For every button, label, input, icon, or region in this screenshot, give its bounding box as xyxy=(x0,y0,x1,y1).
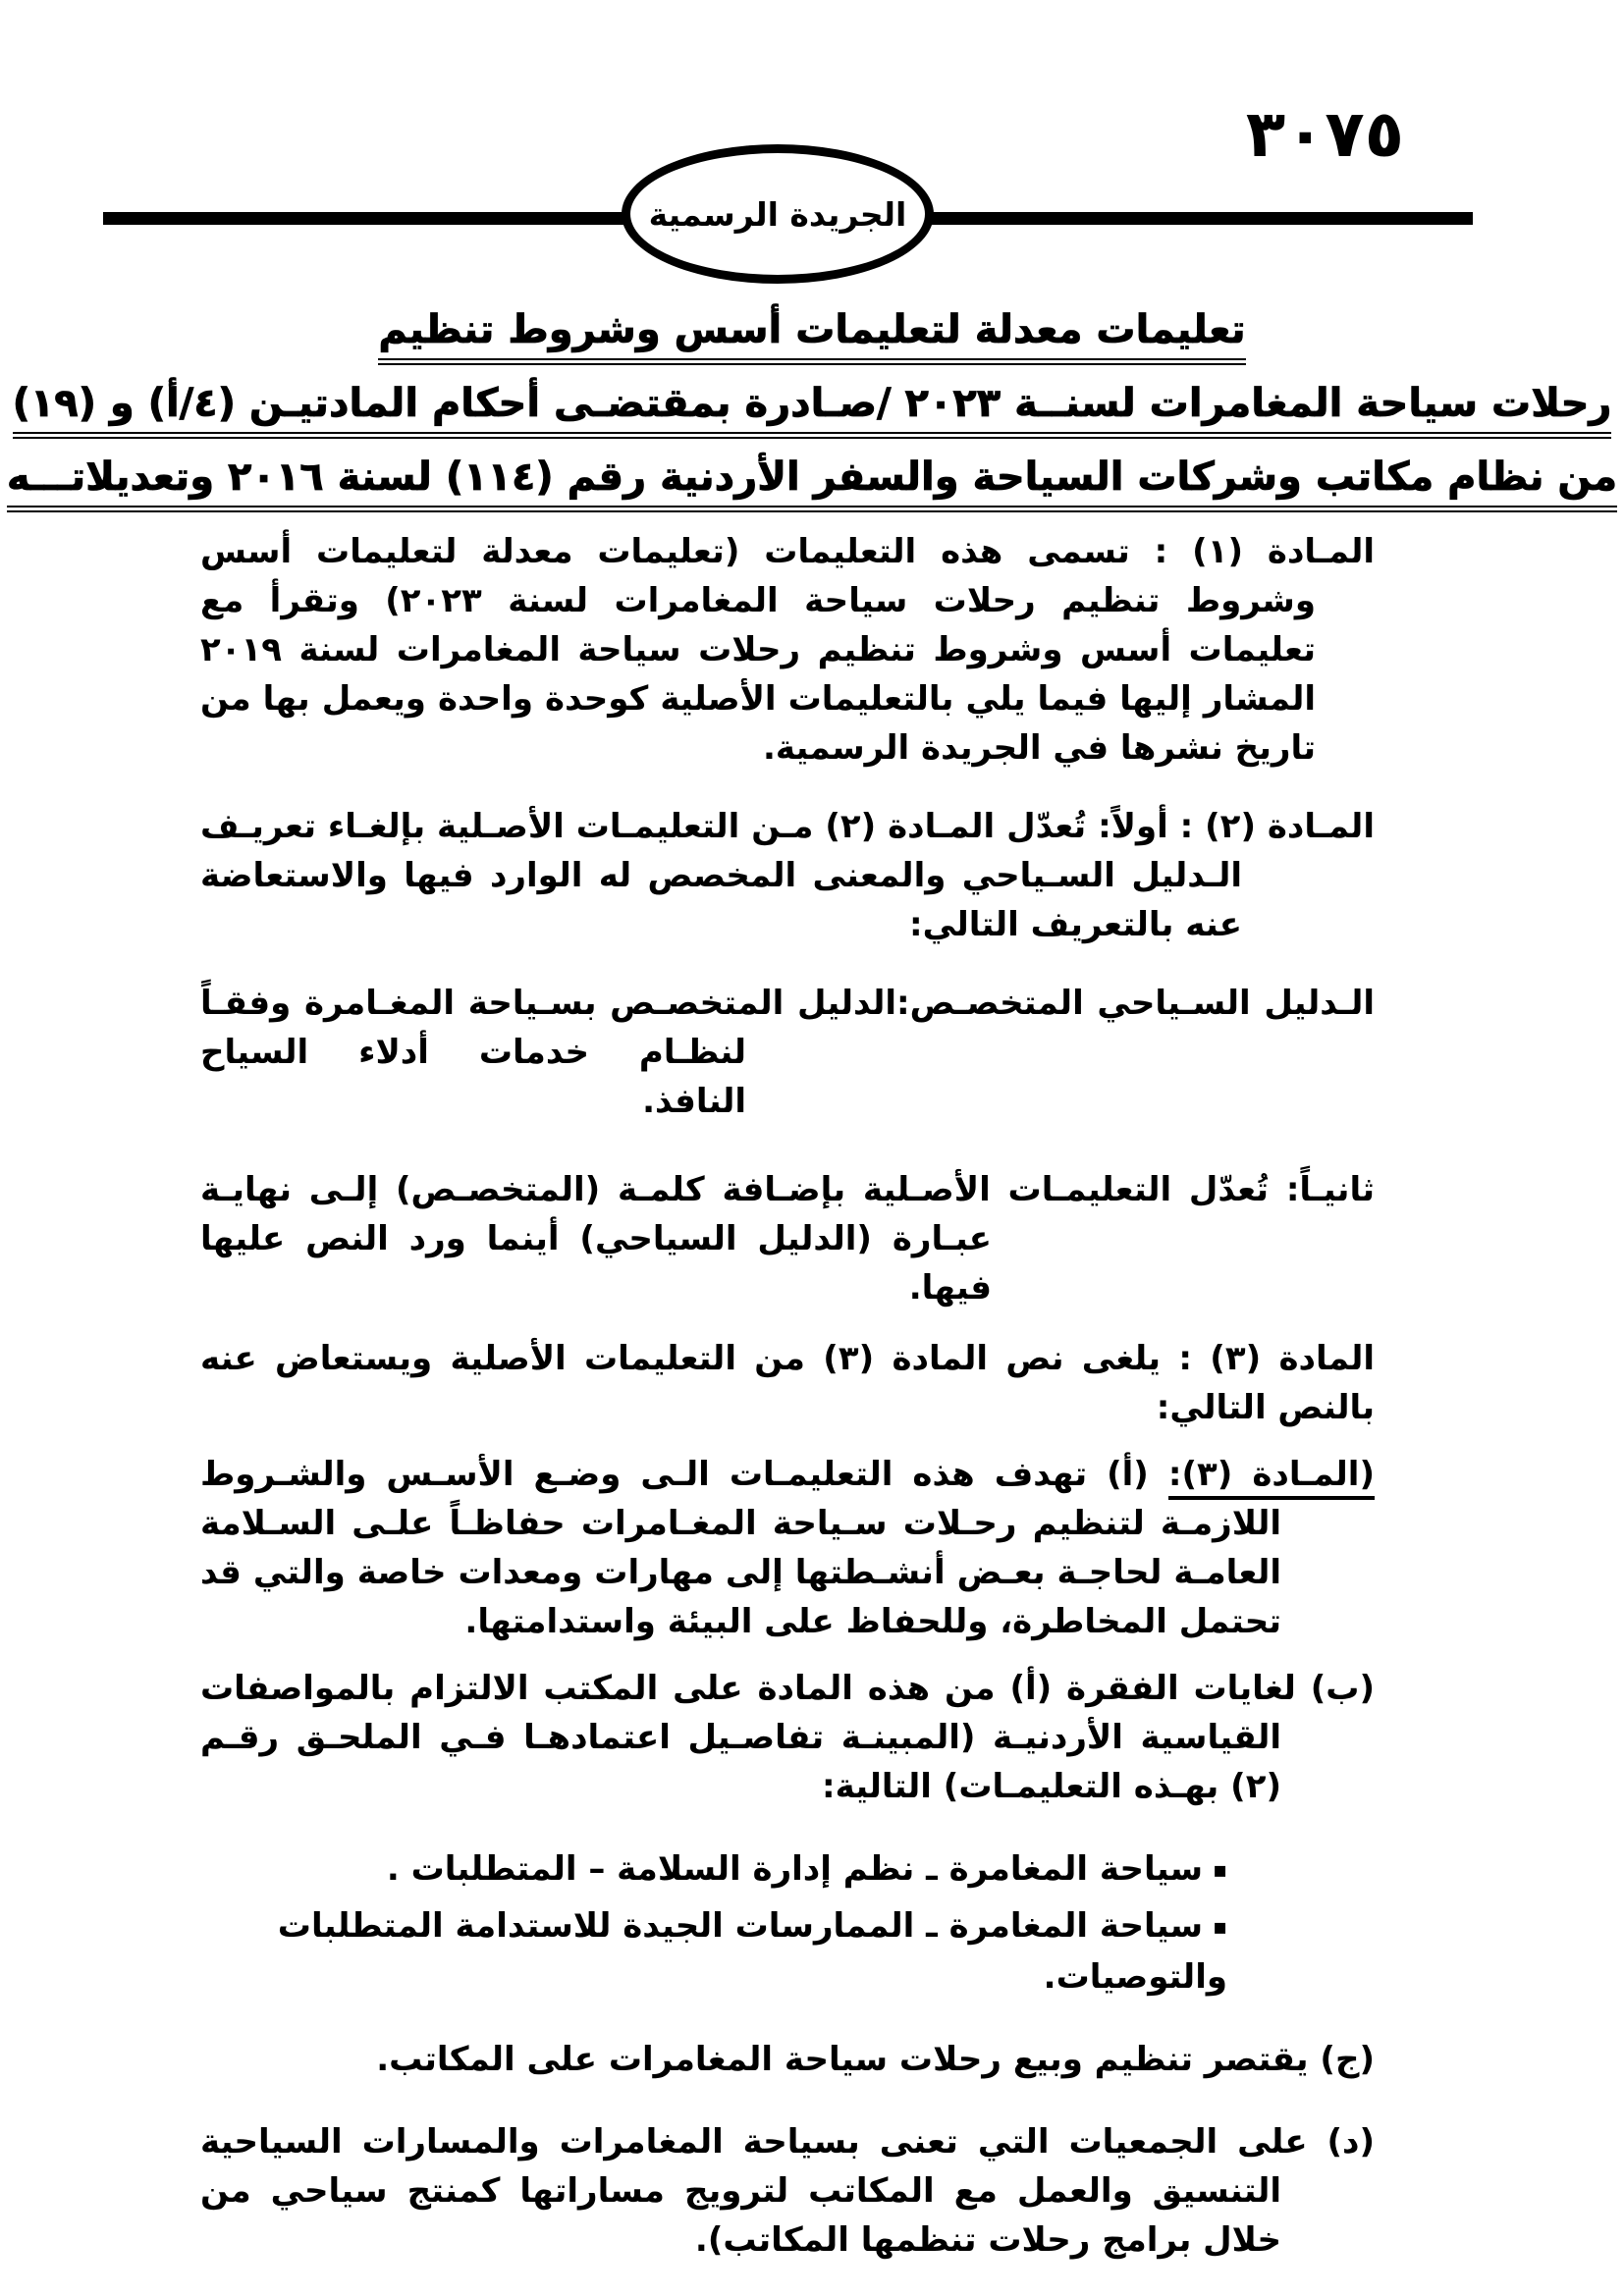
article-2-first-paragraph: المـادة (٢) : أولاً: تُعدّل المـادة (٢) مـن التعليمـات الأصـلية بإلغـاء تعريـف الـدليل السـياحي والمعنى المخصص له الوارد فيها والاستعاضة عنه بالتعريف التالي: xyxy=(200,807,1375,944)
article-3-lead: (المـادة (٣): xyxy=(1168,1455,1375,1500)
page-number: ٣٠٧٥ xyxy=(1245,96,1404,172)
document-body xyxy=(200,527,1375,2265)
gazette-seal xyxy=(622,144,934,284)
clause-b-paragraph: (ب) لغايات الفقرة (أ) من هذه المادة على المكتب الالتزام بالمواصفات القياسية الأردنيـة (المبينـة تفاصـيل اعتمادهـا فـي الملحـق رقـم (٢) بهـذه التعليمـات) التالية: xyxy=(200,1669,1375,1806)
article-3-new-paragraph xyxy=(200,1450,1375,1646)
definition-paragraph: الـدليل السـياحي المتخصـص:الدليل المتخصـص بسـياحة المغـامرة وفقـاً لنظـام خدمات أدلاء السياح النافذ. xyxy=(200,984,1375,1121)
standard-label: سياحة المغامرة ـ نظم إدارة السلامة – المتطلبات . xyxy=(386,1849,1204,1889)
title-row xyxy=(0,380,1624,439)
clause-c-paragraph: (ج) يقتصر تنظيم وبيع رحلات سياحة المغامرات على المكاتب. xyxy=(376,2040,1375,2079)
title-line-2: رحلات سياحة المغامرات لسنــة ٢٠٢٣ /صـادرة بمقتضـى أحكام المادتيـن (٤/أ) و (١٩) xyxy=(13,380,1612,439)
title-line-1: تعليمات معدلة لتعليمات أسس وشروط تنظيم xyxy=(378,306,1245,365)
standard-item xyxy=(200,1844,1227,1896)
title-row xyxy=(0,306,1624,365)
article-3-repeal-paragraph: المادة (٣) : يلغى نص المادة (٣) من التعليمات الأصلية ويستعاض عنه بالنص التالي: xyxy=(200,1339,1375,1427)
bullet-square-icon: ▪ xyxy=(1213,1858,1227,1883)
standards-list xyxy=(200,1844,1227,2002)
gazette-title: الجريدة الرسمية xyxy=(648,194,907,234)
bullet-square-icon: ▪ xyxy=(1213,1915,1227,1940)
standard-label: سياحة المغامرة ـ الممارسات الجيدة للاستدامة المتطلبات والتوصيات. xyxy=(277,1906,1227,1997)
clause-d-paragraph: (د) على الجمعيات التي تعنى بسياحة المغامرات والمسارات السياحية التنسيق والعمل مع المكاتب لترويج مساراتها كمنتج سياحي من خلال برامج رحلات تنظمها المكاتب). xyxy=(200,2122,1375,2260)
article-3-clause-a-text: (أ) تهدف هذه التعليمـات الـى وضـع الأسـس والشـروط اللازمـة لتنظيم رحـلات سـياحة المغـامرات حفاظـاً علـى السـلامة العامـة لحاجـة بعـض أنشـطتها إلى مهارات ومعدات خاصة والتي قد تحتمل المخاطرة، وللحفاظ على البيئة واستدامتها. xyxy=(200,1455,1281,1641)
standard-item xyxy=(200,1901,1227,2002)
title-row xyxy=(0,454,1624,512)
article-2-second-paragraph: ثانيـاً: تُعدّل التعليمـات الأصـلية بإضـافة كلمـة (المتخصـص) إلـى نهايـة عبـارة (الدليل السياحي) أينما ورد النص عليها فيها. xyxy=(200,1170,1375,1308)
article-1-paragraph: المـادة (١) : تسمى هذه التعليمات (تعليمات معدلة لتعليمات أسس وشروط تنظيم رحلات سياحة المغامرات لسنة ٢٠٢٣) وتقرأ مع تعليمات أسس وشروط تنظيم رحلات سياحة المغامرات لسنة ٢٠١٩ المشار إليها فيما يلي بالتعليمات الأصلية كوحدة واحدة ويعمل بها من تاريخ نشرها في الجريدة الرسمية. xyxy=(200,532,1376,768)
title-line-3: من نظام مكاتب وشركات السياحة والسفر الأردنية رقم (١١٤) لسنة ٢٠١٦ وتعديلاتـــه xyxy=(7,454,1617,512)
